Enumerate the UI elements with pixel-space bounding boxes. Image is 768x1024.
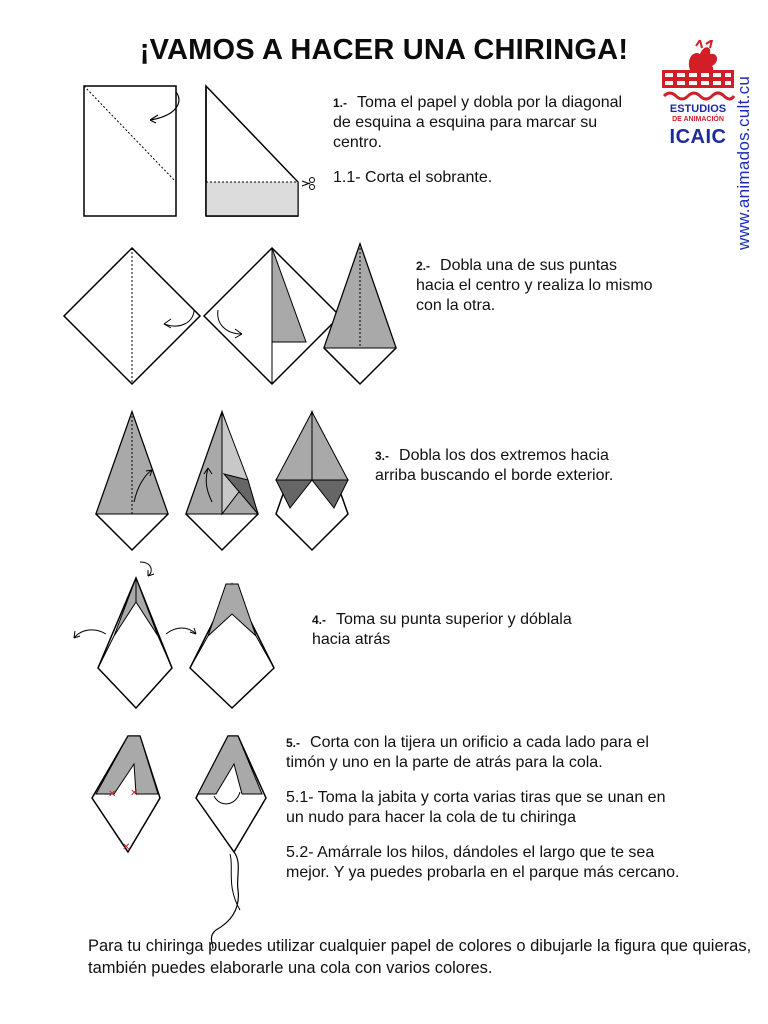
footer-note: Para tu chiringa puedes utilizar cualquier papel de colores o dibujarle la figura que quieras, también puedes elaborarle una cola con varios colores. [88, 937, 752, 977]
step-1-text: Toma el papel y dobla por la diagonal de esquina a esquina para marcar su centro. [333, 94, 623, 151]
step4-illustration [66, 558, 306, 710]
step-5-text: Corta con la tijera un orificio a cada lado para el timón y uno en la parte de atrás para la cola. [286, 734, 649, 771]
website-link[interactable]: www.animados.cult.cu [734, 75, 753, 250]
step-3-number: 3.- [375, 449, 390, 463]
step-5-2-text: 5.2- Amárrale los hilos, dándoles el largo que te sea mejor. Y ya puedes probarla en el parque más cercano. [286, 844, 680, 881]
step3-illustration [94, 410, 364, 555]
step-4-text: Toma su punta superior y dóblala hacia atrás [312, 611, 572, 648]
scissors-icon [302, 178, 315, 190]
step-5 [286, 733, 686, 898]
logo-studio-text: ESTUDIOS [669, 103, 727, 115]
step-1-1-text: 1.1- Corta el sobrante. [333, 169, 493, 186]
svg-text:✕: ✕ [108, 789, 117, 800]
svg-text:✕: ✕ [122, 842, 131, 853]
step-1-number: 1.- [333, 96, 348, 110]
step-5-1-text: 5.1- Toma la jabita y corta varias tiras que se unan en un nudo para hacer la cola de tu chiringa [286, 789, 666, 826]
step-5-number: 5.- [286, 736, 301, 750]
step1-illustration [80, 82, 320, 222]
step-2 [416, 256, 656, 331]
step-1 [333, 93, 623, 203]
step-4-number: 4.- [312, 613, 327, 627]
step-3-text: Dobla los dos extremos hacia arriba buscando el borde exterior. [375, 447, 614, 484]
logo-subtitle-text: DE ANIMACIÓN [672, 116, 724, 123]
step-4 [312, 610, 582, 665]
icaic-logo [660, 40, 736, 150]
svg-text:✕: ✕ [130, 788, 139, 799]
logo-name: ICAIC [669, 126, 727, 148]
logo-figure-icon [660, 40, 736, 130]
step-2-number: 2.- [416, 259, 431, 273]
page-title: ¡VAMOS A HACER UNA CHIRINGA! [139, 34, 629, 66]
step5-illustration [84, 734, 284, 950]
step-2-text: Dobla una de sus puntas hacia el centro y realiza lo mismo con la otra. [416, 257, 653, 314]
step-3 [375, 446, 615, 501]
step2-illustration [60, 244, 420, 389]
